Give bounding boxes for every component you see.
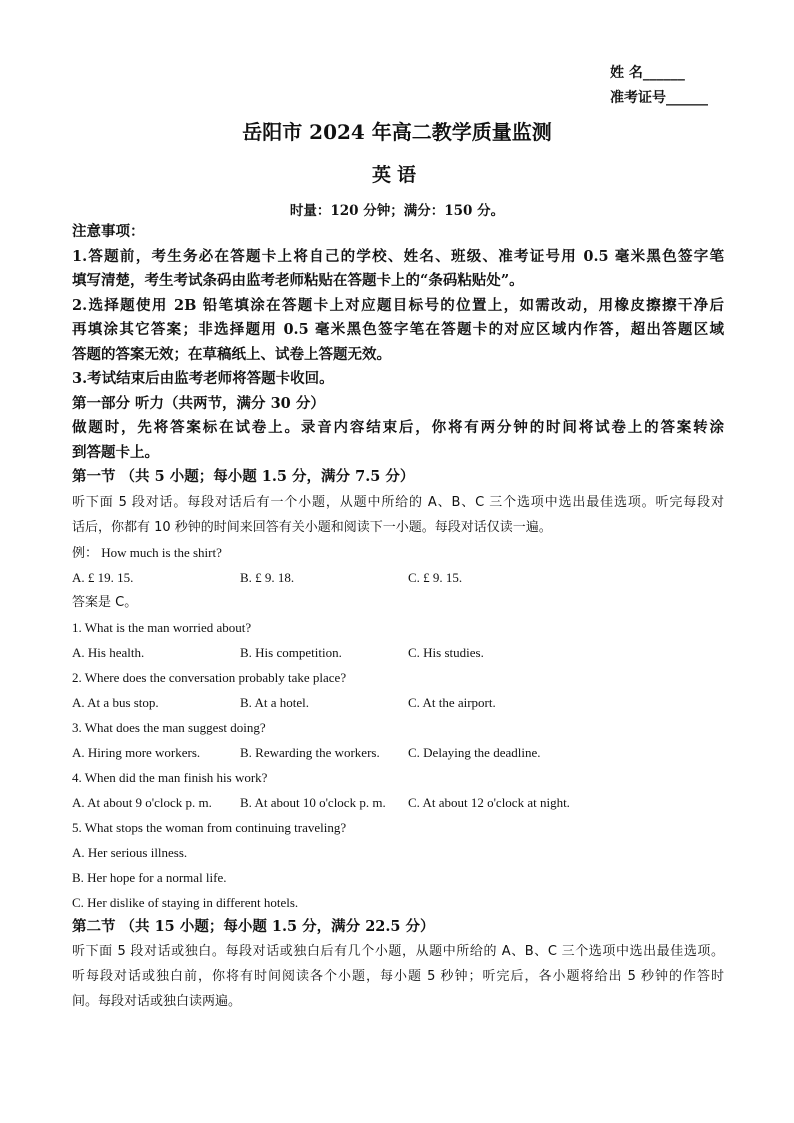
candidate-info	[610, 62, 722, 112]
option-a: A. His health.	[72, 644, 145, 660]
option-b: B. At a hotel.	[240, 694, 309, 710]
example-options	[72, 565, 724, 590]
notes-line: 填写清楚，考生考试条码由监考老师粘贴在答题卡上的“条码粘贴处”。	[72, 272, 524, 289]
option-b: B. £ 9. 18.	[240, 569, 295, 585]
option-c: C. His studies.	[408, 644, 484, 660]
example-question: 例： How much is the shirt?	[72, 544, 222, 560]
question-2: 2. Where does the conversation probably take place?	[72, 669, 347, 685]
question-5: 5. What stops the woman from continuing traveling?	[72, 819, 347, 835]
notes-heading: 注意事项：	[72, 223, 145, 240]
option-b: B. Her hope for a normal life.	[72, 869, 227, 885]
section1-instructions: 听下面 5 段对话。每段对话后有一个小题，从题中所给的 A、B、C 三个选项中选出最佳选项。听完每段对	[72, 494, 724, 510]
part1-heading: 第一部分 听力（共两节，满分 30 分）	[72, 394, 325, 412]
question-4: 4. When did the man finish his work?	[72, 769, 268, 785]
question-1-options	[72, 640, 724, 665]
time-info: 时量：120 分钟；满分：150 分。	[289, 203, 505, 219]
name-field: 姓 名______	[610, 65, 685, 81]
part1-instructions: 到答题卡上。	[72, 443, 159, 461]
question-3-options	[72, 740, 724, 765]
option-c: C. Delaying the deadline.	[408, 744, 541, 760]
exam-id-field: 准考证号______	[610, 90, 708, 106]
exam-title: 岳阳市 2024 年高二教学质量监测	[242, 120, 552, 144]
option-a: A. At a bus stop.	[72, 694, 159, 710]
option-c: C. Her dislike of staying in different hotels.	[72, 894, 299, 910]
example-answer: 答案是 C。	[72, 594, 138, 610]
notes-line: 再填涂其它答案；非选择题用 0.5 毫米黑色签字笔在答题卡的对应区域内作答，超出答题区域	[72, 321, 724, 338]
section1-heading: 第一节 （共 5 小题；每小题 1.5 分，满分 7.5 分）	[72, 468, 415, 485]
option-a: A. £ 19. 15.	[72, 569, 134, 585]
section2-instructions: 间。每段对话或独白读两遍。	[72, 994, 242, 1009]
option-a: A. Hiring more workers.	[72, 744, 201, 760]
notes-line: 答题的答案无效；在草稿纸上、试卷上答题无效。	[72, 345, 391, 363]
subject-title: 英语	[371, 164, 422, 186]
notes-line: 2.选择题使用 2B 铅笔填涂在答题卡上对应题目标号的位置上，如需改动，用橡皮擦擦干净后	[72, 296, 724, 314]
section2-instructions: 听下面 5 段对话或独白。每段对话或独白后有几个小题，从题中所给的 A、B、C 三个选项中选出最佳选项。	[72, 944, 724, 959]
option-a: A. Her serious illness.	[72, 844, 188, 860]
question-3: 3. What does the man suggest doing?	[72, 719, 266, 735]
option-b: B. At about 10 o'clock p. m.	[240, 794, 386, 810]
exam-content	[72, 220, 724, 1014]
notes-line: 3.考试结束后由监考老师将答题卡收回。	[72, 370, 334, 387]
notes-line: 1.答题前，考生务必在答题卡上将自己的学校、姓名、班级、准考证号用 0.5 毫米黑色签字笔	[72, 247, 724, 265]
option-b: B. His competition.	[240, 644, 342, 660]
option-c: C. At the airport.	[408, 694, 496, 710]
option-c: C. At about 12 o'clock at night.	[408, 794, 570, 810]
option-c: C. £ 9. 15.	[408, 569, 463, 585]
part1-instructions: 做题时，先将答案标在试卷上。录音内容结束后，你将有两分钟的时间将试卷上的答案转涂	[72, 419, 724, 436]
question-4-options	[72, 790, 724, 815]
section1-instructions: 话后，你都有 10 秒钟的时间来回答有关小题和阅读下一小题。每段对话仅读一遍。	[72, 519, 552, 535]
section2-heading: 第二节 （共 15 小题；每小题 1.5 分，满分 22.5 分）	[72, 917, 435, 935]
section2-instructions: 听每段对话或独白前，你将有时间阅读各个小题，每小题 5 秒钟；听完后，各小题将给出 5 秒钟的作答时	[72, 969, 724, 984]
question-1: 1. What is the man worried about?	[72, 619, 252, 635]
question-2-options	[72, 690, 724, 715]
option-a: A. At about 9 o'clock p. m.	[72, 794, 212, 810]
option-b: B. Rewarding the workers.	[240, 744, 380, 760]
